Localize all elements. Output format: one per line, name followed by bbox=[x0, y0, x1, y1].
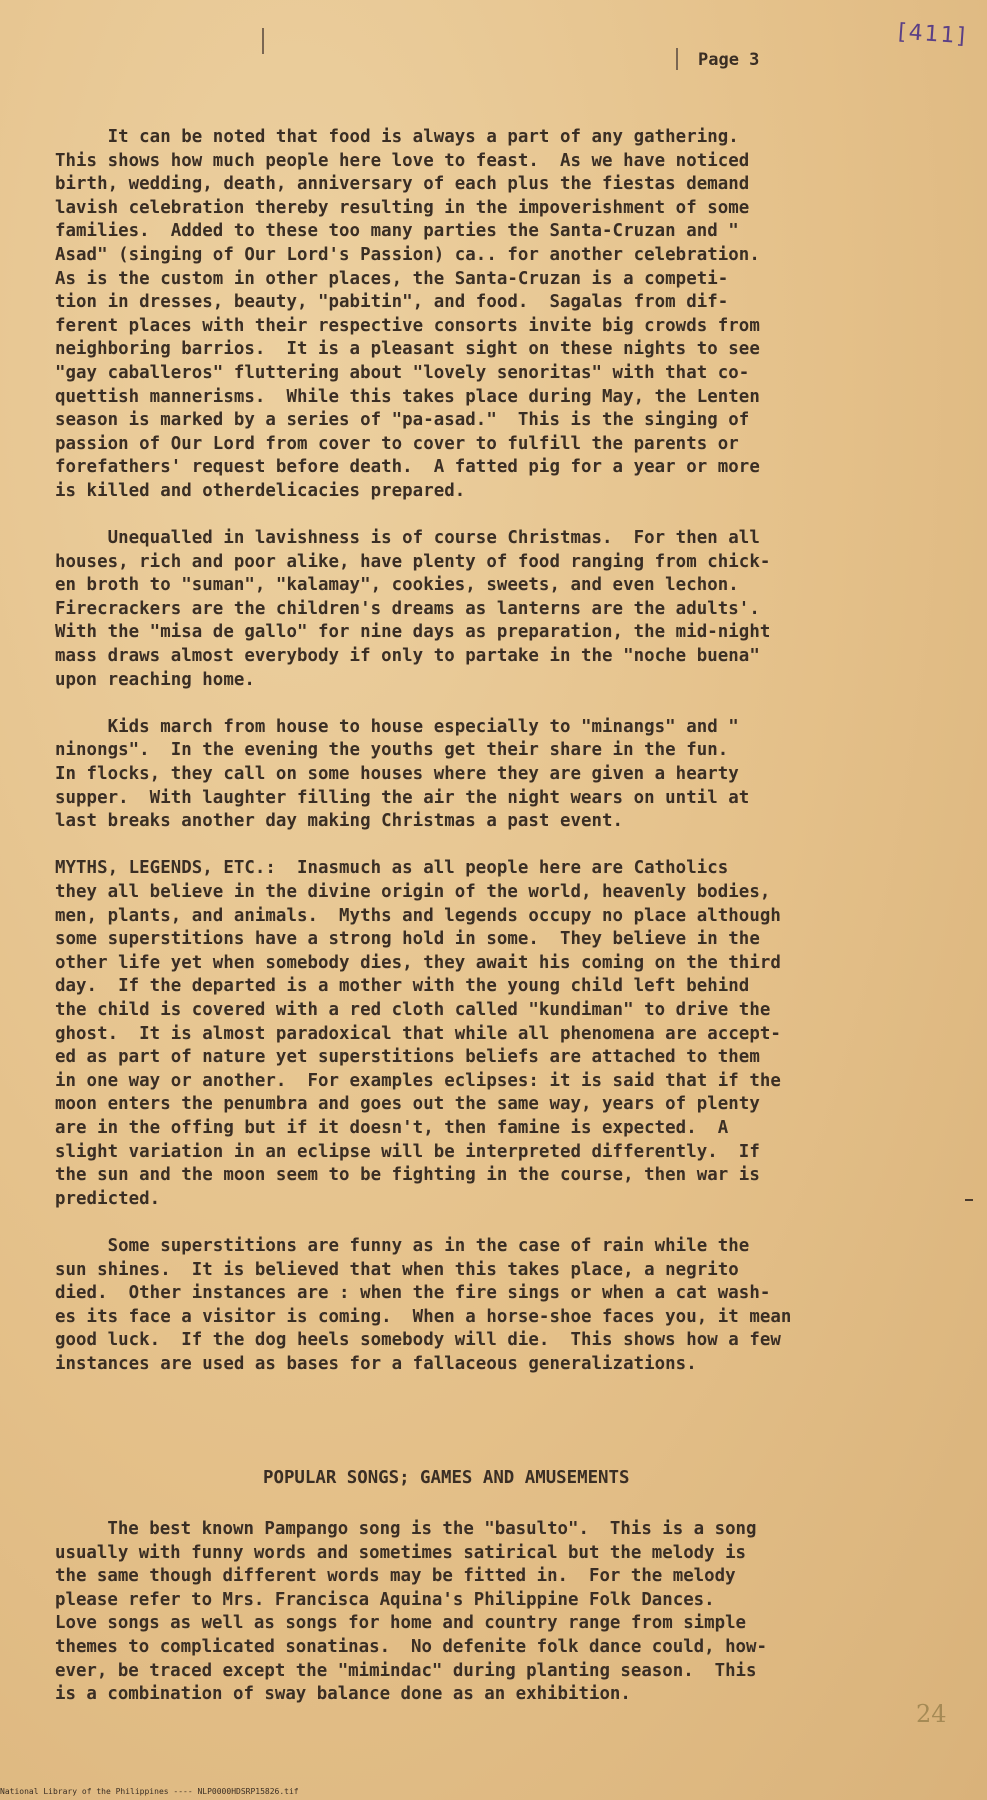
text-line: families. Added to these too many parties the Santa-Cruzan and " bbox=[55, 221, 739, 242]
archive-number-stamp: [411] bbox=[897, 19, 968, 50]
text-line: tion in dresses, beauty, "pabitin", and food. Sagalas from dif- bbox=[55, 292, 729, 313]
page-number: Page 3 bbox=[698, 50, 760, 70]
text-line: MYTHS, LEGENDS, ETC.: Inasmuch as all people here are Catholics bbox=[55, 858, 729, 879]
text-line: lavish celebration thereby resulting in the impoverishment of some bbox=[55, 197, 750, 218]
text-line: is a combination of sway balance done as an exhibition. bbox=[55, 1684, 631, 1705]
text-line: supper. With laughter filling the air the night wears on until at bbox=[55, 787, 750, 808]
text-line: moon enters the penumbra and goes out the same way, years of plenty bbox=[55, 1094, 760, 1115]
text-line: died. Other instances are : when the fire sings or when a cat wash- bbox=[55, 1283, 771, 1304]
pencil-mark bbox=[676, 48, 678, 70]
text-line: Kids march from house to house especially to "minangs" and " bbox=[55, 716, 739, 737]
section-heading: POPULAR SONGS; GAMES AND AMUSEMENTS bbox=[263, 1468, 630, 1488]
text-line: upon reaching home. bbox=[55, 669, 255, 690]
text-line: instances are used as bases for a fallaceous generalizations. bbox=[55, 1353, 697, 1374]
text-line: houses, rich and poor alike, have plenty of food ranging from chick- bbox=[55, 551, 771, 572]
text-line: please refer to Mrs. Francisca Aquina's Philippine Folk Dances. bbox=[55, 1589, 715, 1610]
text-line: ghost. It is almost paradoxical that while all phenomena are accept- bbox=[55, 1023, 781, 1044]
text-line: are in the offing but if it doesn't, then famine is expected. A bbox=[55, 1117, 729, 1138]
margin-mark bbox=[965, 1199, 973, 1201]
text-line: the same though different words may be fitted in. For the melody bbox=[55, 1566, 736, 1587]
handwritten-number: 24 bbox=[916, 1700, 947, 1728]
text-line: The best known Pampango song is the "basulto". This is a song bbox=[55, 1519, 757, 1539]
paragraph-kids bbox=[55, 716, 935, 834]
paragraph-feasts bbox=[55, 126, 935, 504]
text-line: themes to complicated sonatinas. No defenite folk dance could, how- bbox=[55, 1636, 767, 1657]
text-line: Asad" (singing of Our Lord's Passion) ca.. for another celebration. bbox=[55, 244, 760, 265]
text-line: they all believe in the divine origin of the world, heavenly bodies, bbox=[55, 882, 771, 902]
text-line: Some superstitions are funny as in the case of rain while the bbox=[55, 1235, 750, 1256]
paragraph-superstitions bbox=[55, 1235, 935, 1377]
body-text bbox=[55, 126, 935, 1376]
text-line: This shows how much people here love to feast. As we have noticed bbox=[55, 150, 750, 171]
text-line: other life yet when somebody dies, they await his coming on the third bbox=[55, 952, 781, 973]
text-line: neighboring barrios. It is a pleasant sight on these nights to see bbox=[55, 339, 760, 360]
text-line: some superstitions have a strong hold in some. They believe in the bbox=[55, 929, 760, 950]
pencil-mark bbox=[262, 28, 264, 54]
paragraph-songs bbox=[55, 1518, 935, 1707]
text-line: is killed and otherdelicacies prepared. bbox=[55, 480, 466, 501]
text-line: es its face a visitor is coming. When a horse-shoe faces you, it mean bbox=[55, 1306, 792, 1327]
text-line: As is the custom in other places, the Santa-Cruzan is a competi- bbox=[55, 268, 729, 289]
text-line: ninongs". In the evening the youths get their share in the fun. bbox=[55, 740, 729, 761]
archive-footer: National Library of the Philippines ---- NLP0000HDSRP15826.tif bbox=[0, 1787, 299, 1796]
text-line: usually with funny words and sometimes satirical but the melody is bbox=[55, 1542, 747, 1563]
text-line: In flocks, they call on some houses where they are given a hearty bbox=[55, 764, 739, 785]
text-line: Unequalled in lavishness is of course Christmas. For then all bbox=[55, 528, 760, 549]
paragraph-myths bbox=[55, 857, 935, 1211]
text-line: With the "misa de gallo" for nine days as preparation, the mid-night bbox=[55, 622, 771, 643]
text-line: en broth to "suman", "kalamay", cookies, sweets, and even lechon. bbox=[55, 575, 739, 596]
text-line: forefathers' request before death. A fatted pig for a year or more bbox=[55, 457, 760, 478]
text-line: day. If the departed is a mother with the young child left behind bbox=[55, 976, 750, 997]
text-line: season is marked by a series of "pa-asad." This is the singing of bbox=[55, 410, 750, 431]
text-line: It can be noted that food is always a part of any gathering. bbox=[55, 127, 739, 147]
text-line: ferent places with their respective consorts invite big crowds from bbox=[55, 315, 760, 336]
text-line: passion of Our Lord from cover to cover to fulfill the parents or bbox=[55, 433, 739, 454]
text-line: sun shines. It is believed that when this takes place, a negrito bbox=[55, 1259, 739, 1280]
text-line: Firecrackers are the children's dreams as lanterns are the adults'. bbox=[55, 598, 760, 619]
text-line: the sun and the moon seem to be fighting in the course, then war is bbox=[55, 1165, 760, 1186]
text-line: good luck. If the dog heels somebody will die. This shows how a few bbox=[55, 1330, 781, 1351]
text-line: quettish mannerisms. While this takes place during May, the Lenten bbox=[55, 386, 760, 407]
text-line: mass draws almost everybody if only to partake in the "noche buena" bbox=[55, 646, 760, 667]
text-line: men, plants, and animals. Myths and legends occupy no place although bbox=[55, 905, 781, 926]
paragraph-christmas bbox=[55, 527, 935, 692]
text-line: "gay caballeros" fluttering about "lovely senoritas" with that co- bbox=[55, 362, 750, 383]
text-line: last breaks another day making Christmas a past event. bbox=[55, 811, 624, 832]
text-line: predicted. bbox=[55, 1188, 161, 1209]
text-line: the child is covered with a red cloth called "kundiman" to drive the bbox=[55, 999, 771, 1020]
text-line: ed as part of nature yet superstitions beliefs are attached to them bbox=[55, 1047, 760, 1068]
text-line: ever, be traced except the "mimindac" during planting season. This bbox=[55, 1660, 757, 1681]
text-line: Love songs as well as songs for home and country range from simple bbox=[55, 1613, 747, 1634]
text-line: slight variation in an eclipse will be interpreted differently. If bbox=[55, 1141, 760, 1162]
text-line: birth, wedding, death, anniversary of each plus the fiestas demand bbox=[55, 174, 750, 195]
text-line: in one way or another. For examples eclipses: it is said that if the bbox=[55, 1070, 781, 1091]
